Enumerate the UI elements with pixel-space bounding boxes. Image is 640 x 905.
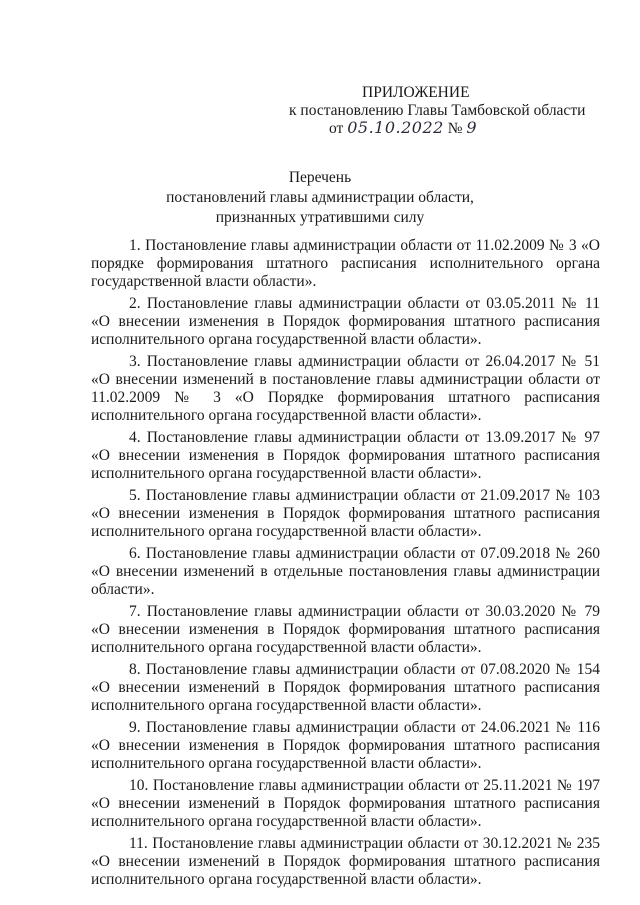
number-prefix: № bbox=[447, 120, 463, 137]
list-item: 5. Постановление главы администрации области от 21.09.2017 № 103 «О внесении изменения в Порядок формирования штатного расписания исполнительного органа государственной власти области». bbox=[91, 487, 600, 540]
list-item: 4. Постановление главы администрации области от 13.09.2017 № 97 «О внесении изменения в Порядок формирования штатного расписания исполнительного органа государственной власти области». bbox=[91, 429, 600, 482]
list-item: 2. Постановление главы администрации области от 03.05.2011 № 11 «О внесении изменения в Порядок формирования штатного расписания исполнительного органа государственной власти области». bbox=[91, 295, 600, 348]
list-item: 6. Постановление главы администрации области от 07.09.2018 № 260 «О внесении изменений в отдельные постановления главы администрации области». bbox=[91, 545, 600, 598]
list-item: 8. Постановление главы администрации области от 07.08.2020 № 154 «О внесении изменений в Порядок формирования штатного расписания исполнительного органа государственной власти области». bbox=[91, 661, 600, 714]
title-line-3: признанных утратившими силу bbox=[215, 209, 425, 226]
list-item: 1. Постановление главы администрации области от 11.02.2009 № 3 «О порядке формирования штатного расписания исполнительного органа государственной власти области». bbox=[91, 237, 600, 290]
date-prefix: от bbox=[329, 120, 344, 137]
list-item: 9. Постановление главы администрации области от 24.06.2021 № 116 «О внесении изменения в Порядок формирования штатного расписания исполнительного органа государственной власти области». bbox=[91, 719, 600, 772]
list-item: 10. Постановление главы администрации области от 25.11.2021 № 197 «О внесении изменений в Порядок формирования штатного расписания исполнительного органа государственной власти области». bbox=[91, 777, 600, 830]
list-item: 11. Постановление главы администрации области от 30.12.2021 № 235 «О внесении изменений в Порядок формирования штатного расписания исполнительного органа государственной власти области». bbox=[91, 835, 600, 888]
list-item: 7. Постановление главы администрации области от 30.03.2020 № 79 «О внесении изменения в Порядок формирования штатного расписания исполнительного органа государственной власти области». bbox=[91, 603, 600, 656]
appendix-subtitle: к постановлению Главы Тамбовской области bbox=[289, 102, 586, 119]
appendix-heading: ПРИЛОЖЕНИЕ bbox=[362, 84, 470, 101]
title-line-2: постановлений главы администрации области, bbox=[166, 189, 474, 206]
handwritten-number: 9 bbox=[466, 118, 478, 137]
handwritten-date: 05.10.2022 bbox=[347, 118, 444, 137]
document-title bbox=[0, 168, 640, 228]
title-line-1: Перечень bbox=[288, 169, 352, 186]
list-item: 3. Постановление главы администрации области от 26.04.2017 № 51 «О внесении изменений в постановление главы администрации области от 11.02.2009 № 3 «О Порядке формирования штатного расписания исполнительного органа государственной власти области». bbox=[91, 353, 600, 424]
appendix-date-line bbox=[329, 118, 477, 139]
resolutions-list bbox=[91, 237, 600, 893]
